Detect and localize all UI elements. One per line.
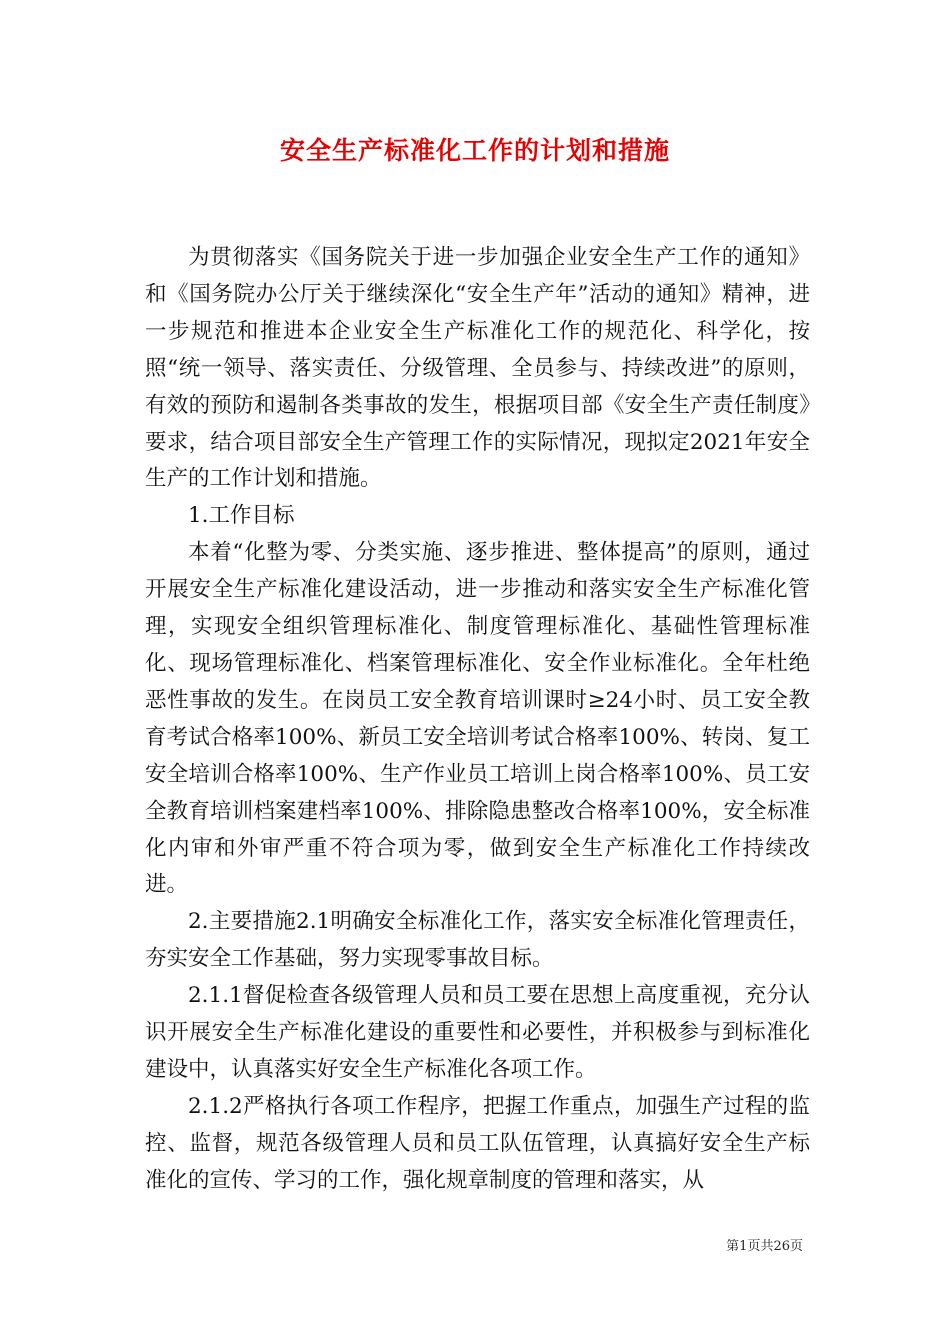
page-number: 第1页共26页 [726, 1239, 803, 1254]
paragraph-measures: 2.主要措施2.1明确安全标准化工作，落实安全标准化管理责任，夯实安全工作基础，努力实现零事故目标。 [145, 909, 810, 972]
paragraph-measure-2-1-1: 2.1.1督促检查各级管理人员和员工要在思想上高度重视，充分认识开展安全生产标准化建设的重要性和必要性，并积极参与到标准化建设中，认真落实好安全生产标准化各项工作。 [145, 983, 810, 1082]
page-title: 安全生产标准化工作的计划和措施 [279, 136, 670, 165]
paragraph-goals: 本着“化整为零、分类实施、逐步推进、整体提高”的原则，通过开展安全生产标准化建设活动，进一步推动和落实安全生产标准化管理，实现安全组织管理标准化、制度管理标准化、基础性管理标准化、现场管理标准化、档案管理标准化、安全作业标准化。全年杜绝恶性事故的发生。在岗员工安全教育培训课时≥24小时、员工安全教育考试合格率100%、新员工安全培训考试合格率100%、转岗、复工安全培训合格率100%、生产作业员工培训上岗合格率100%、员工安全教育培训档案建档率100%、排除隐患整改合格率100%，安全标准化内审和外审严重不符合项为零，做到安全生产标准化工作持续改进。 [145, 540, 810, 898]
paragraph-intro: 为贯彻落实《国务院关于进一步加强企业安全生产工作的通知》和《国务院办公厅关于继续深化“安全生产年”活动的通知》精神，进一步规范和推进本企业安全生产标准化工作的规范化、科学化，按照“统一领导、落实责任、分级管理、全员参与、持续改进”的原则，有效的预防和遏制各类事故的发生，根据项目部《安全生产责任制度》要求，结合项目部安全生产管理工作的实际情况，现拟定2021年安全生产的工作计划和措施。 [145, 245, 810, 492]
section-heading-goals: 1.工作目标 [188, 503, 295, 529]
paragraph-measure-2-1-2: 2.1.2严格执行各项工作程序，把握工作重点，加强生产过程的监控、监督，规范各级管理人员和员工队伍管理，认真搞好安全生产标准化的宣传、学习的工作，强化规章制度的管理和落实，从 [145, 1093, 810, 1193]
document-body [145, 240, 810, 1200]
